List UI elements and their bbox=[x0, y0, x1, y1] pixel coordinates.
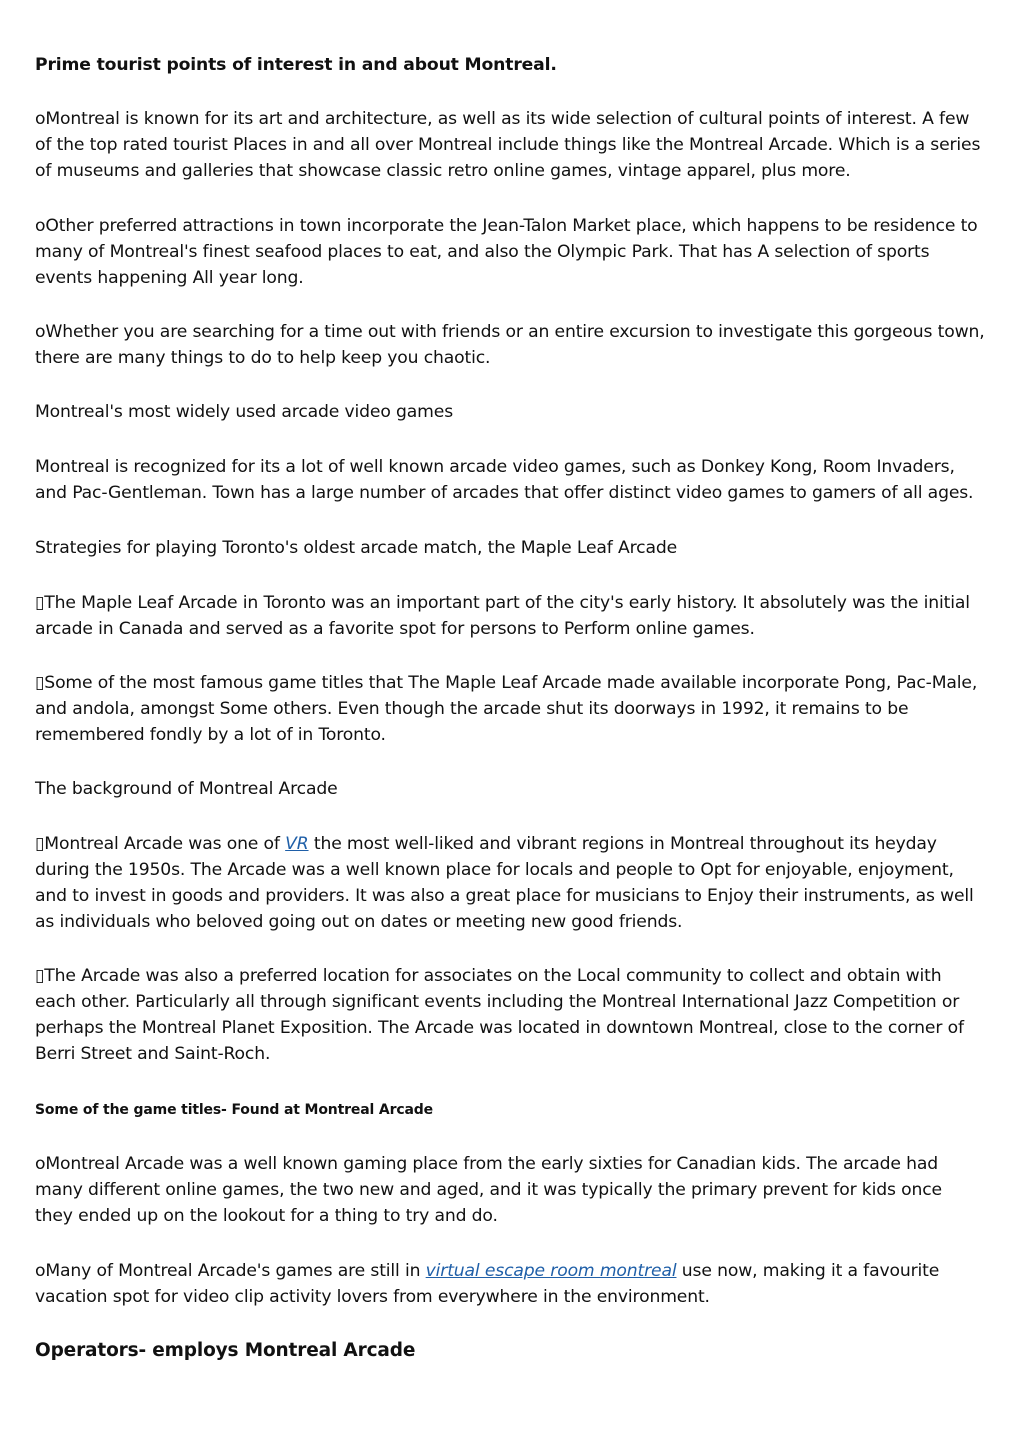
heading-tourist-points: Prime tourist points of interest in and about Montreal. bbox=[35, 55, 557, 75]
paragraph-still-in-use bbox=[35, 1258, 985, 1310]
paragraph-well-known-games: Montreal is recognized for its a lot of well known arcade video games, such as Donkey Kong, Room Invaders, and Pac-Gentleman. Town has a large number of arcades that offer distinct video games to gamers of all ages. bbox=[35, 457, 974, 503]
paragraph-other-attractions: oOther preferred attractions in town incorporate the Jean-Talon Market place, which happens to be residence to many of Montreal's finest seafood places to eat, and also the Olympic Park. That has A selection of sports events happening All year long. bbox=[35, 216, 978, 288]
paragraph-community: ▯The Arcade was also a preferred location for associates on the Local community to collect and obtain with each other. Particularly all through significant events including the Montreal International Jazz Competition or perhaps the Montreal Planet Exposition. The Arcade was located in downtown Montreal, close to the corner of Berri Street and Saint-Roch. bbox=[35, 966, 964, 1064]
paragraph-gaming-place: oMontreal Arcade was a well known gaming place from the early sixties for Canadian kids. The arcade had many different online games, the two new and aged, and it was typically the primary prevent for kids once they ended up on the lookout for a thing to try and do. bbox=[35, 1154, 942, 1226]
vr-link[interactable]: VR bbox=[285, 834, 309, 854]
paragraph-heyday bbox=[35, 831, 985, 935]
paragraph-heyday-text-start: ▯Montreal Arcade was one of bbox=[35, 834, 286, 854]
paragraph-time-out: oWhether you are searching for a time out with friends or an entire excursion to investigate this gorgeous town, there are many things to do to help keep you chaotic. bbox=[35, 322, 985, 368]
paragraph-art-architecture: oMontreal is known for its art and architecture, as well as its wide selection of cultural points of interest. A few of the top rated tourist Places in and all over Montreal include things like the Montreal Arcade. Which is a series of museums and galleries that showcase classic retro online games, vintage apparel, plus more. bbox=[35, 109, 981, 181]
heading-operators: Operators- employs Montreal Arcade bbox=[35, 1340, 416, 1361]
heading-background-montreal-arcade: The background of Montreal Arcade bbox=[35, 779, 338, 799]
paragraph-maple-leaf-history: ▯The Maple Leaf Arcade in Toronto was an important part of the city's early history. It absolutely was the initial arcade in Canada and served as a favorite spot for persons to Perform online games. bbox=[35, 593, 970, 639]
heading-maple-leaf-strategies: Strategies for playing Toronto's oldest arcade match, the Maple Leaf Arcade bbox=[35, 538, 678, 558]
paragraph-still-in-use-text-end: use now, making it a favourite vacation spot for video clip activity lovers from everywhere in the environment. bbox=[35, 1261, 940, 1307]
virtual-escape-room-link[interactable]: virtual escape room montreal bbox=[425, 1261, 677, 1281]
heading-game-titles: Some of the game titles- Found at Montreal Arcade bbox=[35, 1102, 434, 1118]
heading-popular-arcade-games: Montreal's most widely used arcade video games bbox=[35, 402, 454, 422]
paragraph-maple-leaf-games: ▯Some of the most famous game titles that The Maple Leaf Arcade made available incorporate Pong, Pac-Male, and andola, amongst Some others. Even though the arcade shut its doorways in 1992, it remains to be remembered fondly by a lot of in Toronto. bbox=[35, 673, 978, 745]
paragraph-heyday-text-end: the most well-liked and vibrant regions in Montreal throughout its heyday during the 1950s. The Arcade was a well known place for locals and people to Opt for enjoyable, enjoyment, and to invest in goods and providers. It was also a great place for musicians to Enjoy their instruments, as well as individuals who beloved going out on dates or meeting new good friends. bbox=[35, 834, 974, 932]
paragraph-still-in-use-text-start: oMany of Montreal Arcade's games are still in bbox=[35, 1261, 426, 1281]
